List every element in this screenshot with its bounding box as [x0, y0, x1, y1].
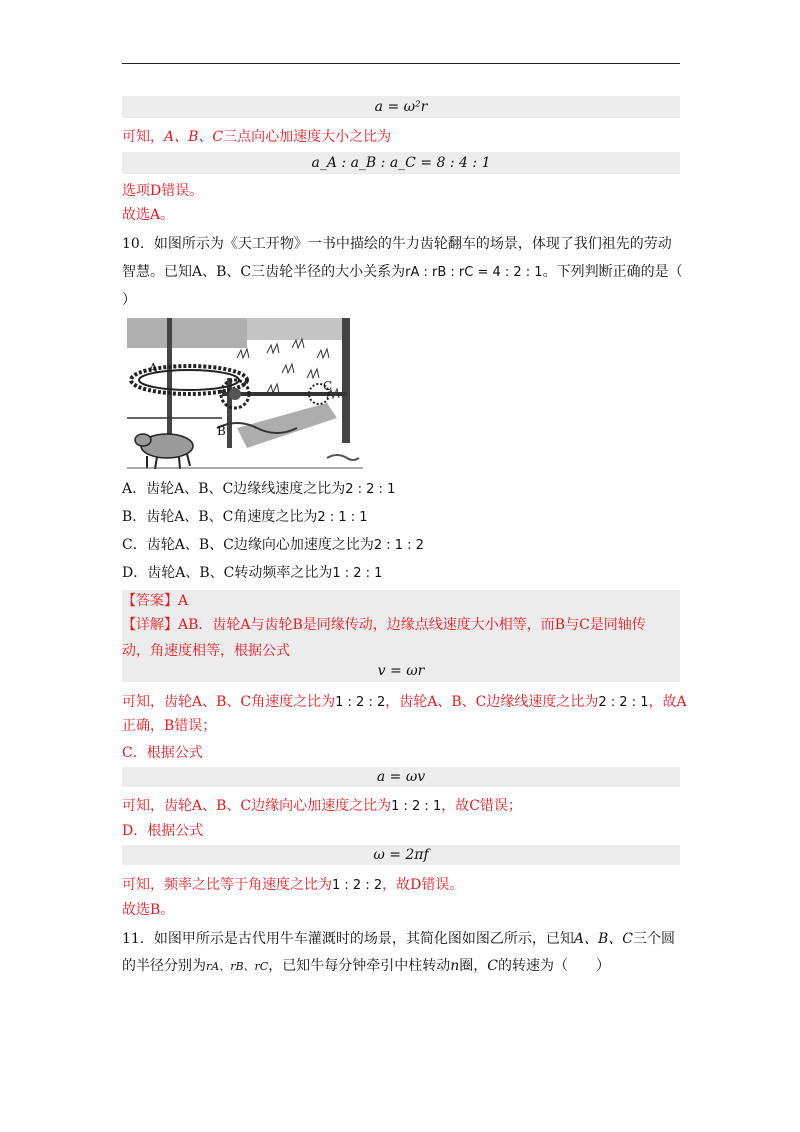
q11-line2: 的半径分别为rA、rB、rC，已知牛每分钟牵引中柱转动n圈，C的转速为（ ）: [122, 958, 610, 974]
equation-a-omega-v: a = ωv: [376, 769, 426, 785]
tiangong-kaiwu-illustration: [127, 318, 363, 470]
result-line2: 可知，齿轮A、B、C边缘向心加速度之比为1 : 2 : 1，故C错误；: [122, 798, 522, 814]
choose-a: 故选A。: [122, 207, 175, 223]
equation-acc-ratio: a_A : a_B : a_C = 8 : 4 : 1: [311, 155, 491, 171]
equation-a-omega2r: a = ω²r: [374, 99, 428, 115]
conclusion-line: 可知，A、B、C三点向心加速度大小之比为: [122, 129, 392, 145]
d-formula: D．根据公式: [122, 823, 204, 839]
option-d-wrong: 选项D错误。: [122, 183, 204, 199]
c-formula: C．根据公式: [122, 745, 203, 761]
q10-line1: 10．如图所示为《天工开物》一书中描绘的牛力齿轮翻车的场景，体现了我们祖先的劳动: [122, 236, 672, 252]
detail-line2: 动，角速度相等，根据公式: [122, 643, 290, 659]
q11-line1: 11．如图甲所示是古代用牛车灌溉时的场景，其简化图如图乙所示，已知A、B、C三个圆: [122, 931, 675, 947]
option-a: A．齿轮A、B、C边缘线速度之比为2 : 2 : 1: [122, 481, 396, 497]
figure-label-c: C: [323, 379, 333, 393]
option-d: D．齿轮A、B、C转动频率之比为1 : 2 : 1: [122, 565, 383, 581]
answer-label: 【答案】A: [122, 593, 189, 609]
result-line1b: 正确，B错误；: [122, 718, 217, 734]
choose-b: 故选B。: [122, 902, 175, 918]
q10-line2: 智慧。已知A、B、C三齿轮半径的大小关系为rA : rB : rC = 4 : 2 : 1。下列判断正确的是（: [122, 264, 683, 280]
equation-omega-2pif: ω = 2πf: [373, 847, 429, 863]
figure-label-b: B: [217, 424, 226, 438]
header-rule: [122, 63, 680, 64]
figure-label-a: A: [149, 361, 158, 375]
result-line3: 可知，频率之比等于角速度之比为1 : 2 : 2，故D错误。: [122, 877, 464, 893]
option-c: C．齿轮A、B、C边缘向心加速度之比为2 : 1 : 2: [122, 537, 424, 553]
result-line1: 可知，齿轮A、B、C角速度之比为1 : 2 : 2，齿轮A、B、C边缘线速度之比为2 : 2 : 1，故A: [122, 694, 687, 710]
q10-line3: ）: [122, 292, 136, 308]
detail-line1: 【详解】AB．齿轮A与齿轮B是同缘传动，边缘点线速度大小相等，而B与C是同轴传: [122, 617, 646, 633]
option-b: B．齿轮A、B、C角速度之比为2 : 1 : 1: [122, 509, 368, 525]
equation-v-omega-r: v = ωr: [377, 663, 425, 679]
q10-radius-ratio: rA : rB : rC = 4 : 2 : 1: [405, 265, 543, 280]
